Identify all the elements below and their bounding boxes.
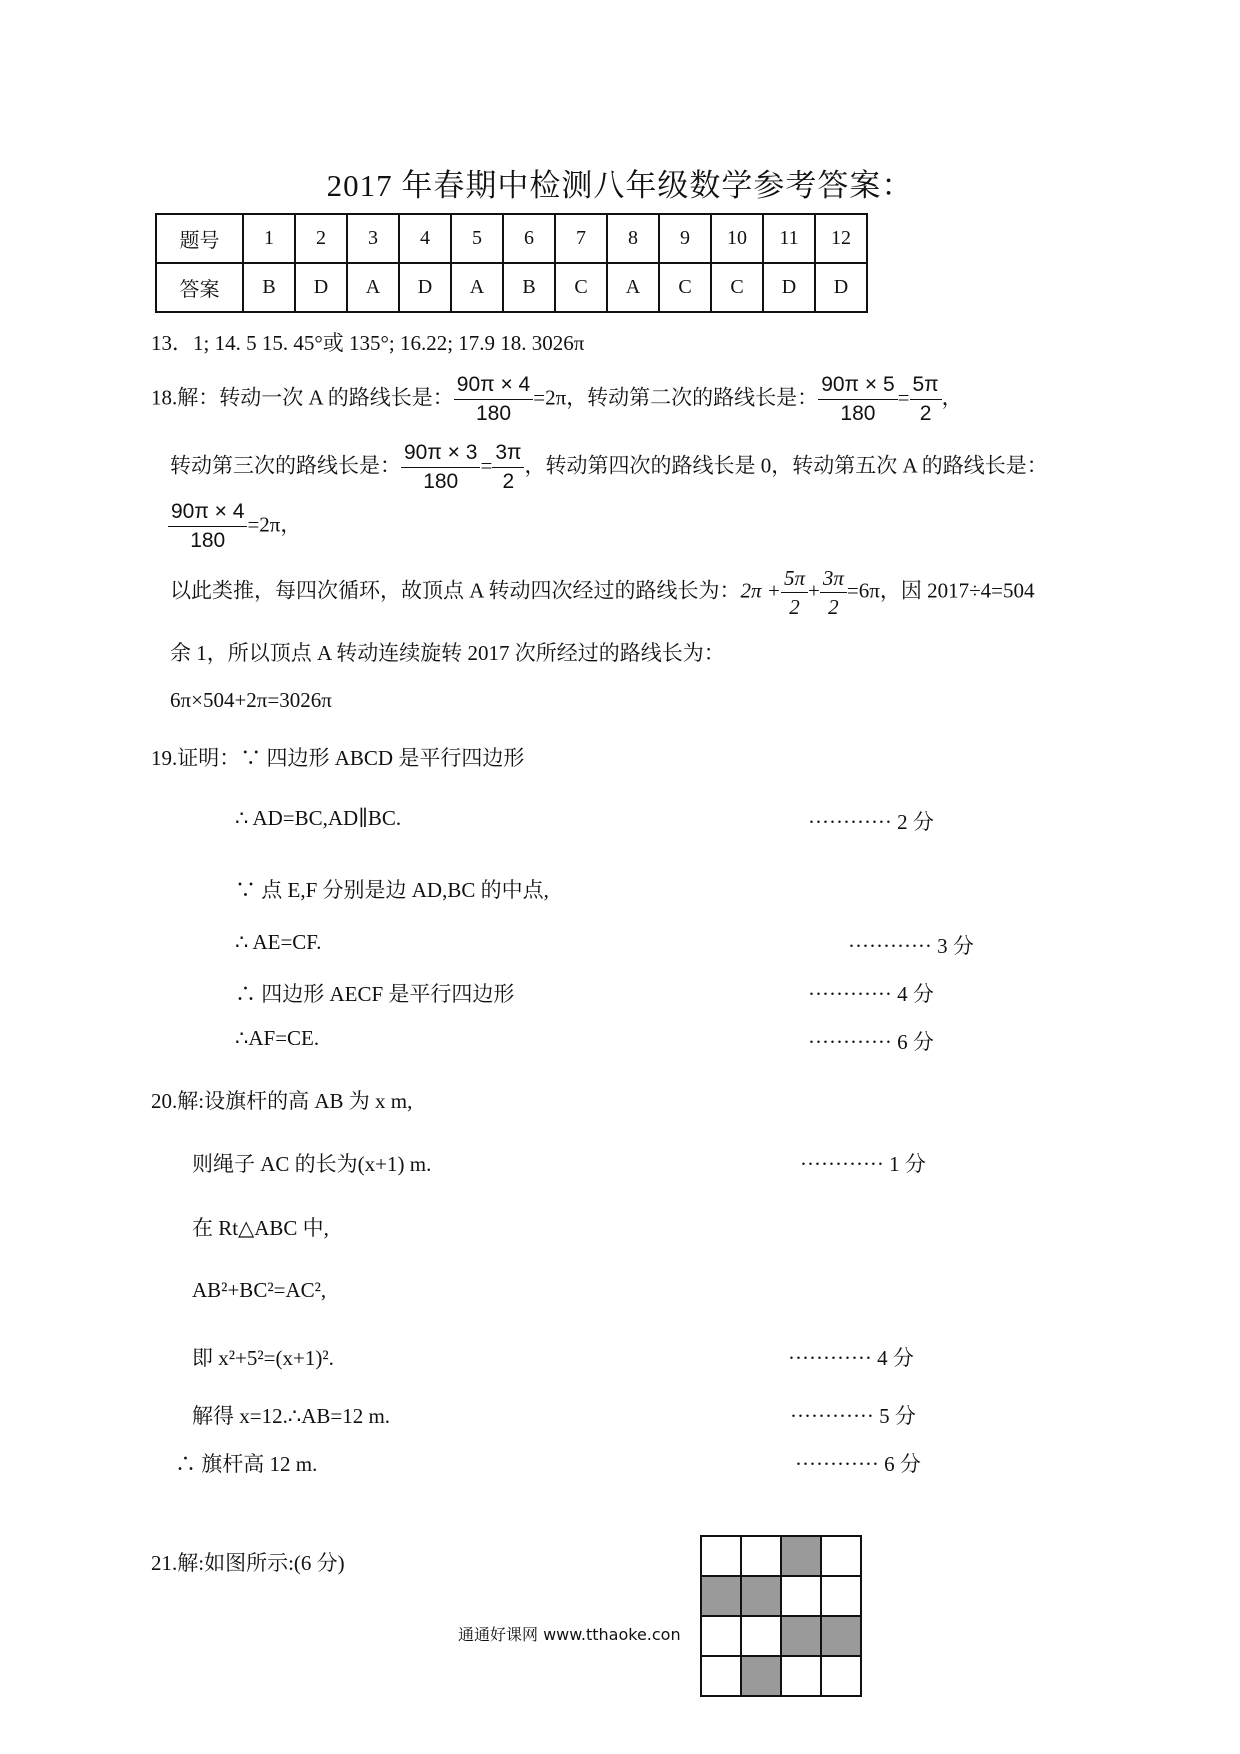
q20-step-2: 在 Rt△ABC 中, (192, 1216, 329, 1240)
q19-step-2: ∵ 点 E,F 分别是边 AD,BC 的中点, (235, 878, 549, 902)
answer-cell: B (503, 263, 555, 312)
question-number-cell: 8 (607, 214, 659, 263)
grid-cell-empty (781, 1656, 821, 1696)
answer-cell: D (399, 263, 451, 312)
grid-cell-shaded (701, 1576, 741, 1616)
fraction (820, 564, 847, 621)
row-label-answer: 答案 (156, 263, 243, 312)
answer-cell: A (451, 263, 503, 312)
grid-cell-shaded (781, 1536, 821, 1576)
numerator: 90π × 4 (454, 371, 533, 400)
numerator: 3π (492, 439, 524, 468)
answer-cell: C (659, 263, 711, 312)
denominator: 2 (919, 402, 932, 425)
fraction (492, 439, 524, 496)
numerator: 90π × 3 (401, 439, 480, 468)
numerator: 90π × 5 (818, 371, 897, 400)
q18-text: ，转动第四次的路线长是 0，转动第五次 A 的路线长是： (524, 453, 1048, 478)
question-number-cell: 1 (243, 214, 295, 263)
q19-heading: 19.证明：∵ 四边形 ABCD 是平行四边形 (151, 746, 525, 770)
grid-cell-shaded (741, 1656, 781, 1696)
q20-heading: 20.解:设旗杆的高 AB 为 x m, (151, 1089, 413, 1113)
grid-cell-empty (821, 1576, 861, 1616)
q21-heading: 21.解:如图所示:(6 分) (151, 1551, 345, 1575)
q20-score-6: ············ 6 分 (795, 1452, 921, 1476)
q19-step-4: ∴ 四边形 AECF 是平行四边形 (235, 982, 515, 1006)
question-number-cell: 6 (503, 214, 555, 263)
grid-cell-empty (741, 1536, 781, 1576)
q18-line-6: 6π×504+2π=3026π (170, 688, 332, 712)
plus: + (808, 578, 820, 603)
fraction (818, 371, 897, 428)
q18-line-2 (170, 439, 1048, 496)
denominator: 180 (475, 402, 512, 425)
q19-step-5: ∴AF=CE. (235, 1026, 320, 1050)
fill-in-answers: 13．1; 14. 5 15. 45°或 135°; 16.22; 17.9 18. 3026π (151, 331, 585, 355)
denominator: 180 (190, 529, 226, 552)
grid-row (701, 1536, 861, 1576)
result: =2π (533, 385, 567, 410)
grid-cell-empty (741, 1616, 781, 1656)
watermark: 通通好课网 www.tthaoke.con (458, 1625, 681, 1644)
denominator: 2 (502, 470, 515, 493)
denominator: 180 (423, 470, 459, 493)
grid-row (701, 1616, 861, 1656)
denominator: 2 (789, 595, 800, 619)
answer-cell: A (347, 263, 399, 312)
fraction (454, 371, 533, 428)
question-number-cell: 2 (295, 214, 347, 263)
denominator: 180 (840, 402, 876, 425)
q20-score-5: ············ 5 分 (790, 1404, 916, 1428)
answer-cell: C (555, 263, 607, 312)
equals: = (897, 385, 910, 410)
question-number-cell: 10 (711, 214, 763, 263)
q18-text: 转动第三次的路线长是： (170, 453, 401, 478)
q21-answer-grid (700, 1535, 862, 1697)
q20-step-4: 即 x²+5²=(x+1)². (192, 1346, 334, 1370)
answer-cell: A (607, 263, 659, 312)
grid-row (701, 1576, 861, 1616)
grid-cell-shaded (741, 1576, 781, 1616)
q19-score-5: ············ 6 分 (808, 1030, 934, 1054)
result: =2π， (247, 512, 302, 537)
q20-conclusion: ∴ 旗杆高 12 m. (175, 1452, 318, 1476)
question-number-cell: 4 (399, 214, 451, 263)
q18-line-5: 余 1，所以顶点 A 转动连续旋转 2017 次所经过的路线长为： (170, 641, 725, 665)
q18-line-4 (170, 564, 1034, 621)
answer-cell: D (815, 263, 867, 312)
fraction (910, 371, 942, 428)
question-number-cell: 7 (555, 214, 607, 263)
q18-text: 以此类推，每四次循环，故顶点 A 转动四次经过的路线长为： (170, 578, 741, 603)
q18-text: 18.解：转动一次 A 的路线长是： (151, 385, 454, 410)
answer-cell: D (295, 263, 347, 312)
row-label-number: 题号 (156, 214, 243, 263)
q19-score-3: ············ 3 分 (848, 934, 974, 958)
q18-text: ， (941, 385, 963, 410)
answer-table-number-row (156, 214, 867, 263)
numerator: 5π (910, 371, 942, 400)
numerator: 3π (820, 564, 847, 593)
answer-cell: C (711, 263, 763, 312)
q20-step-3: AB²+BC²=AC², (192, 1278, 327, 1302)
grid-cell-empty (781, 1576, 821, 1616)
grid-row (701, 1656, 861, 1696)
grid-cell-shaded (821, 1616, 861, 1656)
numerator: 90π × 4 (168, 498, 247, 527)
answer-cell: B (243, 263, 295, 312)
fraction (401, 439, 480, 496)
fraction (168, 498, 247, 555)
grid-cell-empty (701, 1536, 741, 1576)
q18-text: =6π，因 2017÷4=504 (846, 578, 1035, 603)
term: 2π + (740, 578, 781, 603)
q18-text: ，转动第二次的路线长是： (566, 385, 819, 410)
grid-cell-empty (821, 1536, 861, 1576)
q20-step-5: 解得 x=12.∴AB=12 m. (192, 1404, 391, 1428)
question-number-cell: 9 (659, 214, 711, 263)
page-title: 2017 年春期中检测八年级数学参考答案： (326, 168, 914, 203)
answer-cell: D (763, 263, 815, 312)
q20-score-4: ············ 4 分 (788, 1346, 914, 1370)
grid-cell-empty (701, 1656, 741, 1696)
numerator: 5π (781, 564, 808, 593)
question-number-cell: 5 (451, 214, 503, 263)
question-number-cell: 12 (815, 214, 867, 263)
q19-score-1: ············ 2 分 (808, 810, 934, 834)
grid-cell-shaded (781, 1616, 821, 1656)
question-number-cell: 3 (347, 214, 399, 263)
q20-score-1: ············ 1 分 (800, 1152, 926, 1176)
answer-table-answer-row (156, 263, 867, 312)
grid-cell-empty (821, 1656, 861, 1696)
q19-score-4: ············ 4 分 (808, 982, 934, 1006)
question-number-cell: 11 (763, 214, 815, 263)
equals: = (480, 453, 493, 478)
answer-table (155, 213, 868, 313)
q18-line-1 (151, 371, 963, 428)
q18-line-3 (168, 498, 301, 555)
grid-cell-empty (701, 1616, 741, 1656)
q20-step-1: 则绳子 AC 的长为(x+1) m. (192, 1152, 432, 1176)
denominator: 2 (828, 595, 839, 619)
q19-step-1: ∴ AD=BC,AD∥BC. (235, 806, 402, 830)
q19-step-3: ∴ AE=CF. (235, 930, 322, 954)
fraction (781, 564, 808, 621)
